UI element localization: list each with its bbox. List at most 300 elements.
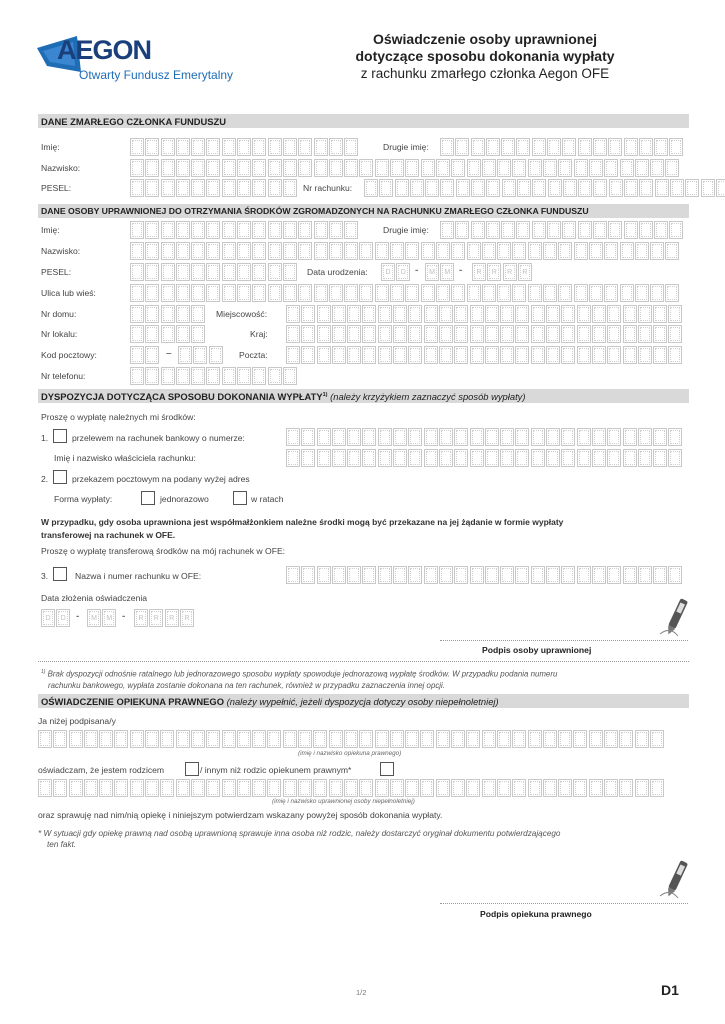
input-cell[interactable] bbox=[485, 566, 499, 584]
input-cell[interactable] bbox=[237, 138, 251, 156]
input-cell[interactable] bbox=[516, 221, 530, 239]
s1-account-input[interactable] bbox=[364, 179, 725, 197]
input-cell[interactable] bbox=[405, 284, 419, 302]
input-cell[interactable] bbox=[624, 179, 638, 197]
input-cell[interactable] bbox=[451, 284, 465, 302]
input-cell[interactable] bbox=[161, 159, 175, 177]
input-cell[interactable] bbox=[283, 138, 297, 156]
input-cell[interactable] bbox=[635, 284, 649, 302]
input-cell[interactable] bbox=[604, 779, 618, 797]
input-cell[interactable] bbox=[206, 138, 220, 156]
input-cell[interactable] bbox=[607, 346, 621, 364]
input-cell[interactable] bbox=[486, 221, 500, 239]
input-cell[interactable] bbox=[470, 346, 484, 364]
input-cell[interactable] bbox=[378, 428, 392, 446]
input-cell[interactable] bbox=[176, 138, 190, 156]
input-cell[interactable] bbox=[668, 566, 682, 584]
input-cell[interactable] bbox=[501, 138, 515, 156]
input-cell[interactable] bbox=[408, 449, 422, 467]
input-cell[interactable] bbox=[635, 159, 649, 177]
input-cell[interactable] bbox=[222, 221, 236, 239]
input-cell[interactable] bbox=[654, 138, 668, 156]
input-cell[interactable] bbox=[547, 221, 561, 239]
input-cell[interactable] bbox=[500, 566, 514, 584]
input-cell[interactable] bbox=[497, 730, 511, 748]
input-cell[interactable] bbox=[701, 179, 715, 197]
input-cell[interactable] bbox=[436, 730, 450, 748]
input-cell[interactable] bbox=[424, 566, 438, 584]
input-cell[interactable] bbox=[608, 221, 622, 239]
input-cell[interactable] bbox=[440, 221, 454, 239]
input-cell[interactable] bbox=[558, 284, 572, 302]
input-cell[interactable] bbox=[668, 449, 682, 467]
input-cell[interactable] bbox=[283, 179, 297, 197]
input-cell[interactable] bbox=[528, 779, 542, 797]
input-cell[interactable] bbox=[485, 449, 499, 467]
input-cell[interactable] bbox=[161, 179, 175, 197]
one-time-checkbox[interactable] bbox=[141, 491, 155, 505]
input-cell[interactable] bbox=[635, 730, 649, 748]
input-cell[interactable] bbox=[359, 779, 373, 797]
input-cell[interactable] bbox=[344, 159, 358, 177]
input-cell[interactable] bbox=[485, 428, 499, 446]
input-cell[interactable] bbox=[467, 159, 481, 177]
input-cell[interactable] bbox=[470, 305, 484, 323]
input-cell[interactable] bbox=[439, 346, 453, 364]
input-cell[interactable] bbox=[237, 242, 251, 260]
input-cell[interactable] bbox=[268, 179, 282, 197]
input-cell[interactable] bbox=[161, 305, 175, 323]
input-cell[interactable] bbox=[424, 449, 438, 467]
input-cell[interactable] bbox=[344, 730, 358, 748]
input-cell[interactable] bbox=[470, 428, 484, 446]
s2-second-name-input[interactable] bbox=[440, 221, 685, 239]
input-cell[interactable] bbox=[145, 305, 159, 323]
input-cell[interactable] bbox=[329, 159, 343, 177]
s2-street-input[interactable] bbox=[130, 284, 681, 302]
input-cell[interactable] bbox=[466, 730, 480, 748]
input-cell[interactable] bbox=[502, 179, 516, 197]
input-cell[interactable] bbox=[390, 284, 404, 302]
input-cell[interactable] bbox=[347, 346, 361, 364]
input-cell[interactable] bbox=[317, 428, 331, 446]
input-cell[interactable] bbox=[635, 779, 649, 797]
input-cell[interactable] bbox=[53, 779, 67, 797]
input-cell[interactable] bbox=[528, 159, 542, 177]
input-cell[interactable] bbox=[439, 566, 453, 584]
input-cell[interactable] bbox=[454, 449, 468, 467]
input-cell[interactable] bbox=[359, 159, 373, 177]
input-cell[interactable] bbox=[410, 179, 424, 197]
input-cell[interactable] bbox=[378, 325, 392, 343]
input-cell[interactable] bbox=[467, 242, 481, 260]
input-cell[interactable] bbox=[543, 159, 557, 177]
input-cell[interactable] bbox=[454, 428, 468, 446]
input-cell[interactable] bbox=[191, 138, 205, 156]
input-cell[interactable] bbox=[237, 159, 251, 177]
input-cell[interactable]: R bbox=[165, 609, 179, 627]
input-cell[interactable] bbox=[378, 566, 392, 584]
statement-day-input[interactable] bbox=[41, 609, 72, 627]
input-cell[interactable] bbox=[592, 428, 606, 446]
input-cell[interactable] bbox=[454, 346, 468, 364]
input-cell[interactable] bbox=[620, 284, 634, 302]
input-cell[interactable] bbox=[298, 159, 312, 177]
input-cell[interactable] bbox=[130, 305, 144, 323]
input-cell[interactable] bbox=[267, 730, 281, 748]
input-cell[interactable] bbox=[301, 346, 315, 364]
input-cell[interactable]: M bbox=[425, 263, 439, 281]
input-cell[interactable] bbox=[252, 179, 266, 197]
signature-line[interactable] bbox=[440, 640, 688, 641]
input-cell[interactable] bbox=[497, 284, 511, 302]
input-cell[interactable] bbox=[362, 566, 376, 584]
input-cell[interactable] bbox=[237, 179, 251, 197]
input-cell[interactable] bbox=[668, 428, 682, 446]
input-cell[interactable] bbox=[393, 449, 407, 467]
s2-country-input[interactable] bbox=[286, 325, 684, 343]
input-cell[interactable] bbox=[547, 138, 561, 156]
input-cell[interactable] bbox=[317, 566, 331, 584]
input-cell[interactable] bbox=[317, 346, 331, 364]
input-cell[interactable]: R bbox=[134, 609, 148, 627]
input-cell[interactable] bbox=[283, 730, 297, 748]
input-cell[interactable] bbox=[471, 221, 485, 239]
input-cell[interactable] bbox=[395, 179, 409, 197]
input-cell[interactable] bbox=[512, 730, 526, 748]
input-cell[interactable] bbox=[485, 325, 499, 343]
input-cell[interactable] bbox=[130, 779, 144, 797]
input-cell[interactable] bbox=[298, 730, 312, 748]
input-cell[interactable] bbox=[130, 284, 144, 302]
input-cell[interactable]: M bbox=[102, 609, 116, 627]
input-cell[interactable] bbox=[638, 346, 652, 364]
input-cell[interactable] bbox=[130, 242, 144, 260]
input-cell[interactable] bbox=[563, 179, 577, 197]
input-cell[interactable] bbox=[558, 730, 572, 748]
input-cell[interactable] bbox=[408, 325, 422, 343]
input-cell[interactable] bbox=[332, 346, 346, 364]
input-cell[interactable] bbox=[252, 284, 266, 302]
input-cell[interactable] bbox=[375, 242, 389, 260]
input-cell[interactable] bbox=[546, 449, 560, 467]
input-cell[interactable] bbox=[485, 305, 499, 323]
input-cell[interactable] bbox=[145, 179, 159, 197]
input-cell[interactable] bbox=[424, 346, 438, 364]
input-cell[interactable] bbox=[589, 284, 603, 302]
input-cell[interactable] bbox=[562, 221, 576, 239]
input-cell[interactable] bbox=[408, 566, 422, 584]
input-cell[interactable] bbox=[620, 159, 634, 177]
input-cell[interactable] bbox=[451, 730, 465, 748]
s2-pesel-input[interactable] bbox=[130, 263, 298, 281]
input-cell[interactable] bbox=[531, 428, 545, 446]
input-cell[interactable] bbox=[665, 242, 679, 260]
input-cell[interactable] bbox=[546, 305, 560, 323]
input-cell[interactable] bbox=[532, 179, 546, 197]
input-cell[interactable] bbox=[130, 221, 144, 239]
input-cell[interactable] bbox=[161, 263, 175, 281]
input-cell[interactable] bbox=[604, 242, 618, 260]
input-cell[interactable]: R bbox=[149, 609, 163, 627]
input-cell[interactable] bbox=[485, 346, 499, 364]
input-cell[interactable] bbox=[405, 779, 419, 797]
input-cell[interactable] bbox=[454, 566, 468, 584]
input-cell[interactable] bbox=[405, 159, 419, 177]
input-cell[interactable] bbox=[546, 428, 560, 446]
input-cell[interactable] bbox=[237, 263, 251, 281]
input-cell[interactable] bbox=[528, 242, 542, 260]
input-cell[interactable] bbox=[191, 263, 205, 281]
input-cell[interactable] bbox=[390, 159, 404, 177]
input-cell[interactable] bbox=[393, 325, 407, 343]
installments-checkbox[interactable] bbox=[233, 491, 247, 505]
input-cell[interactable]: M bbox=[87, 609, 101, 627]
input-cell[interactable] bbox=[482, 242, 496, 260]
input-cell[interactable] bbox=[589, 779, 603, 797]
input-cell[interactable] bbox=[668, 346, 682, 364]
input-cell[interactable] bbox=[439, 428, 453, 446]
input-cell[interactable] bbox=[252, 138, 266, 156]
input-cell[interactable] bbox=[191, 221, 205, 239]
s2-birth-month-input[interactable] bbox=[425, 263, 456, 281]
bank-transfer-checkbox[interactable] bbox=[53, 429, 67, 443]
input-cell[interactable] bbox=[592, 566, 606, 584]
input-cell[interactable] bbox=[577, 346, 591, 364]
input-cell[interactable] bbox=[145, 138, 159, 156]
input-cell[interactable] bbox=[408, 305, 422, 323]
input-cell[interactable] bbox=[578, 179, 592, 197]
s2-phone-input[interactable] bbox=[130, 367, 298, 385]
input-cell[interactable] bbox=[176, 159, 190, 177]
input-cell[interactable] bbox=[390, 779, 404, 797]
input-cell[interactable] bbox=[604, 730, 618, 748]
input-cell[interactable] bbox=[193, 346, 207, 364]
input-cell[interactable] bbox=[206, 179, 220, 197]
input-cell[interactable] bbox=[577, 449, 591, 467]
input-cell[interactable]: R bbox=[180, 609, 194, 627]
input-cell[interactable] bbox=[408, 428, 422, 446]
s2-first-name-input[interactable] bbox=[130, 221, 359, 239]
input-cell[interactable] bbox=[84, 779, 98, 797]
input-cell[interactable] bbox=[176, 179, 190, 197]
input-cell[interactable] bbox=[130, 367, 144, 385]
input-cell[interactable] bbox=[653, 449, 667, 467]
input-cell[interactable] bbox=[424, 325, 438, 343]
input-cell[interactable] bbox=[421, 284, 435, 302]
input-cell[interactable] bbox=[486, 179, 500, 197]
input-cell[interactable] bbox=[512, 779, 526, 797]
input-cell[interactable] bbox=[268, 263, 282, 281]
input-cell[interactable] bbox=[650, 284, 664, 302]
input-cell[interactable] bbox=[546, 325, 560, 343]
input-cell[interactable] bbox=[668, 325, 682, 343]
input-cell[interactable] bbox=[344, 779, 358, 797]
input-cell[interactable] bbox=[574, 242, 588, 260]
input-cell[interactable] bbox=[268, 242, 282, 260]
input-cell[interactable] bbox=[620, 242, 634, 260]
s2-post-office-input[interactable] bbox=[286, 346, 684, 364]
input-cell[interactable] bbox=[669, 221, 683, 239]
input-cell[interactable] bbox=[593, 138, 607, 156]
input-cell[interactable] bbox=[359, 284, 373, 302]
input-cell[interactable] bbox=[623, 428, 637, 446]
input-cell[interactable] bbox=[209, 346, 223, 364]
statement-year-input[interactable] bbox=[134, 609, 195, 627]
input-cell[interactable] bbox=[237, 221, 251, 239]
input-cell[interactable] bbox=[635, 242, 649, 260]
input-cell[interactable] bbox=[653, 346, 667, 364]
input-cell[interactable] bbox=[268, 284, 282, 302]
input-cell[interactable] bbox=[317, 449, 331, 467]
input-cell[interactable] bbox=[451, 779, 465, 797]
input-cell[interactable] bbox=[145, 159, 159, 177]
input-cell[interactable] bbox=[268, 138, 282, 156]
input-cell[interactable] bbox=[222, 284, 236, 302]
input-cell[interactable] bbox=[53, 730, 67, 748]
input-cell[interactable] bbox=[589, 730, 603, 748]
input-cell[interactable] bbox=[548, 179, 562, 197]
input-cell[interactable]: R bbox=[518, 263, 532, 281]
input-cell[interactable] bbox=[359, 242, 373, 260]
input-cell[interactable] bbox=[497, 779, 511, 797]
input-cell[interactable] bbox=[716, 179, 725, 197]
input-cell[interactable] bbox=[467, 284, 481, 302]
input-cell[interactable] bbox=[252, 263, 266, 281]
input-cell[interactable] bbox=[283, 221, 297, 239]
input-cell[interactable] bbox=[298, 284, 312, 302]
input-cell[interactable] bbox=[558, 159, 572, 177]
s2-birth-day-input[interactable] bbox=[381, 263, 412, 281]
input-cell[interactable] bbox=[515, 305, 529, 323]
input-cell[interactable] bbox=[497, 159, 511, 177]
input-cell[interactable] bbox=[436, 242, 450, 260]
input-cell[interactable] bbox=[286, 305, 300, 323]
input-cell[interactable] bbox=[501, 221, 515, 239]
input-cell[interactable] bbox=[283, 159, 297, 177]
input-cell[interactable] bbox=[421, 242, 435, 260]
input-cell[interactable] bbox=[623, 325, 637, 343]
input-cell[interactable] bbox=[176, 305, 190, 323]
input-cell[interactable] bbox=[515, 428, 529, 446]
input-cell[interactable] bbox=[191, 779, 205, 797]
input-cell[interactable] bbox=[286, 566, 300, 584]
input-cell[interactable] bbox=[516, 138, 530, 156]
input-cell[interactable] bbox=[301, 428, 315, 446]
input-cell[interactable] bbox=[546, 566, 560, 584]
input-cell[interactable] bbox=[375, 159, 389, 177]
input-cell[interactable] bbox=[191, 159, 205, 177]
input-cell[interactable] bbox=[436, 779, 450, 797]
input-cell[interactable] bbox=[206, 730, 220, 748]
input-cell[interactable] bbox=[561, 428, 575, 446]
input-cell[interactable] bbox=[439, 305, 453, 323]
input-cell[interactable] bbox=[268, 159, 282, 177]
input-cell[interactable] bbox=[176, 325, 190, 343]
input-cell[interactable] bbox=[375, 284, 389, 302]
input-cell[interactable] bbox=[191, 730, 205, 748]
input-cell[interactable] bbox=[482, 284, 496, 302]
input-cell[interactable] bbox=[252, 221, 266, 239]
input-cell[interactable] bbox=[638, 325, 652, 343]
input-cell[interactable] bbox=[332, 449, 346, 467]
input-cell[interactable] bbox=[532, 138, 546, 156]
input-cell[interactable] bbox=[515, 346, 529, 364]
input-cell[interactable] bbox=[130, 263, 144, 281]
input-cell[interactable] bbox=[176, 284, 190, 302]
ofe-account-input[interactable] bbox=[286, 566, 684, 584]
input-cell[interactable] bbox=[379, 179, 393, 197]
input-cell[interactable] bbox=[470, 325, 484, 343]
input-cell[interactable] bbox=[145, 242, 159, 260]
input-cell[interactable] bbox=[561, 346, 575, 364]
input-cell[interactable] bbox=[347, 305, 361, 323]
input-cell[interactable] bbox=[668, 305, 682, 323]
input-cell[interactable]: D bbox=[396, 263, 410, 281]
input-cell[interactable] bbox=[114, 730, 128, 748]
input-cell[interactable] bbox=[685, 179, 699, 197]
input-cell[interactable] bbox=[298, 242, 312, 260]
input-cell[interactable] bbox=[604, 284, 618, 302]
input-cell[interactable] bbox=[222, 730, 236, 748]
input-cell[interactable] bbox=[145, 730, 159, 748]
input-cell[interactable] bbox=[650, 159, 664, 177]
input-cell[interactable] bbox=[653, 428, 667, 446]
input-cell[interactable] bbox=[639, 221, 653, 239]
input-cell[interactable] bbox=[84, 730, 98, 748]
input-cell[interactable] bbox=[577, 305, 591, 323]
input-cell[interactable] bbox=[577, 325, 591, 343]
guardian-signature-line[interactable] bbox=[440, 903, 688, 904]
input-cell[interactable] bbox=[332, 428, 346, 446]
input-cell[interactable] bbox=[592, 449, 606, 467]
input-cell[interactable] bbox=[222, 159, 236, 177]
input-cell[interactable] bbox=[500, 428, 514, 446]
input-cell[interactable] bbox=[592, 325, 606, 343]
input-cell[interactable] bbox=[574, 284, 588, 302]
input-cell[interactable] bbox=[313, 779, 327, 797]
input-cell[interactable] bbox=[454, 325, 468, 343]
input-cell[interactable] bbox=[222, 242, 236, 260]
input-cell[interactable] bbox=[130, 159, 144, 177]
input-cell[interactable] bbox=[500, 449, 514, 467]
input-cell[interactable] bbox=[301, 305, 315, 323]
input-cell[interactable] bbox=[470, 449, 484, 467]
s2-surname-input[interactable] bbox=[130, 242, 681, 260]
input-cell[interactable] bbox=[558, 242, 572, 260]
input-cell[interactable] bbox=[573, 730, 587, 748]
input-cell[interactable] bbox=[268, 367, 282, 385]
input-cell[interactable] bbox=[405, 730, 419, 748]
input-cell[interactable] bbox=[623, 305, 637, 323]
input-cell[interactable] bbox=[638, 305, 652, 323]
input-cell[interactable] bbox=[222, 179, 236, 197]
s2-city-input[interactable] bbox=[286, 305, 684, 323]
input-cell[interactable] bbox=[470, 566, 484, 584]
input-cell[interactable] bbox=[329, 284, 343, 302]
input-cell[interactable] bbox=[222, 779, 236, 797]
input-cell[interactable] bbox=[332, 305, 346, 323]
input-cell[interactable] bbox=[440, 179, 454, 197]
input-cell[interactable] bbox=[314, 284, 328, 302]
input-cell[interactable] bbox=[543, 242, 557, 260]
input-cell[interactable] bbox=[317, 325, 331, 343]
input-cell[interactable] bbox=[161, 367, 175, 385]
input-cell[interactable] bbox=[222, 263, 236, 281]
input-cell[interactable] bbox=[650, 779, 664, 797]
input-cell[interactable] bbox=[347, 449, 361, 467]
input-cell[interactable] bbox=[455, 221, 469, 239]
